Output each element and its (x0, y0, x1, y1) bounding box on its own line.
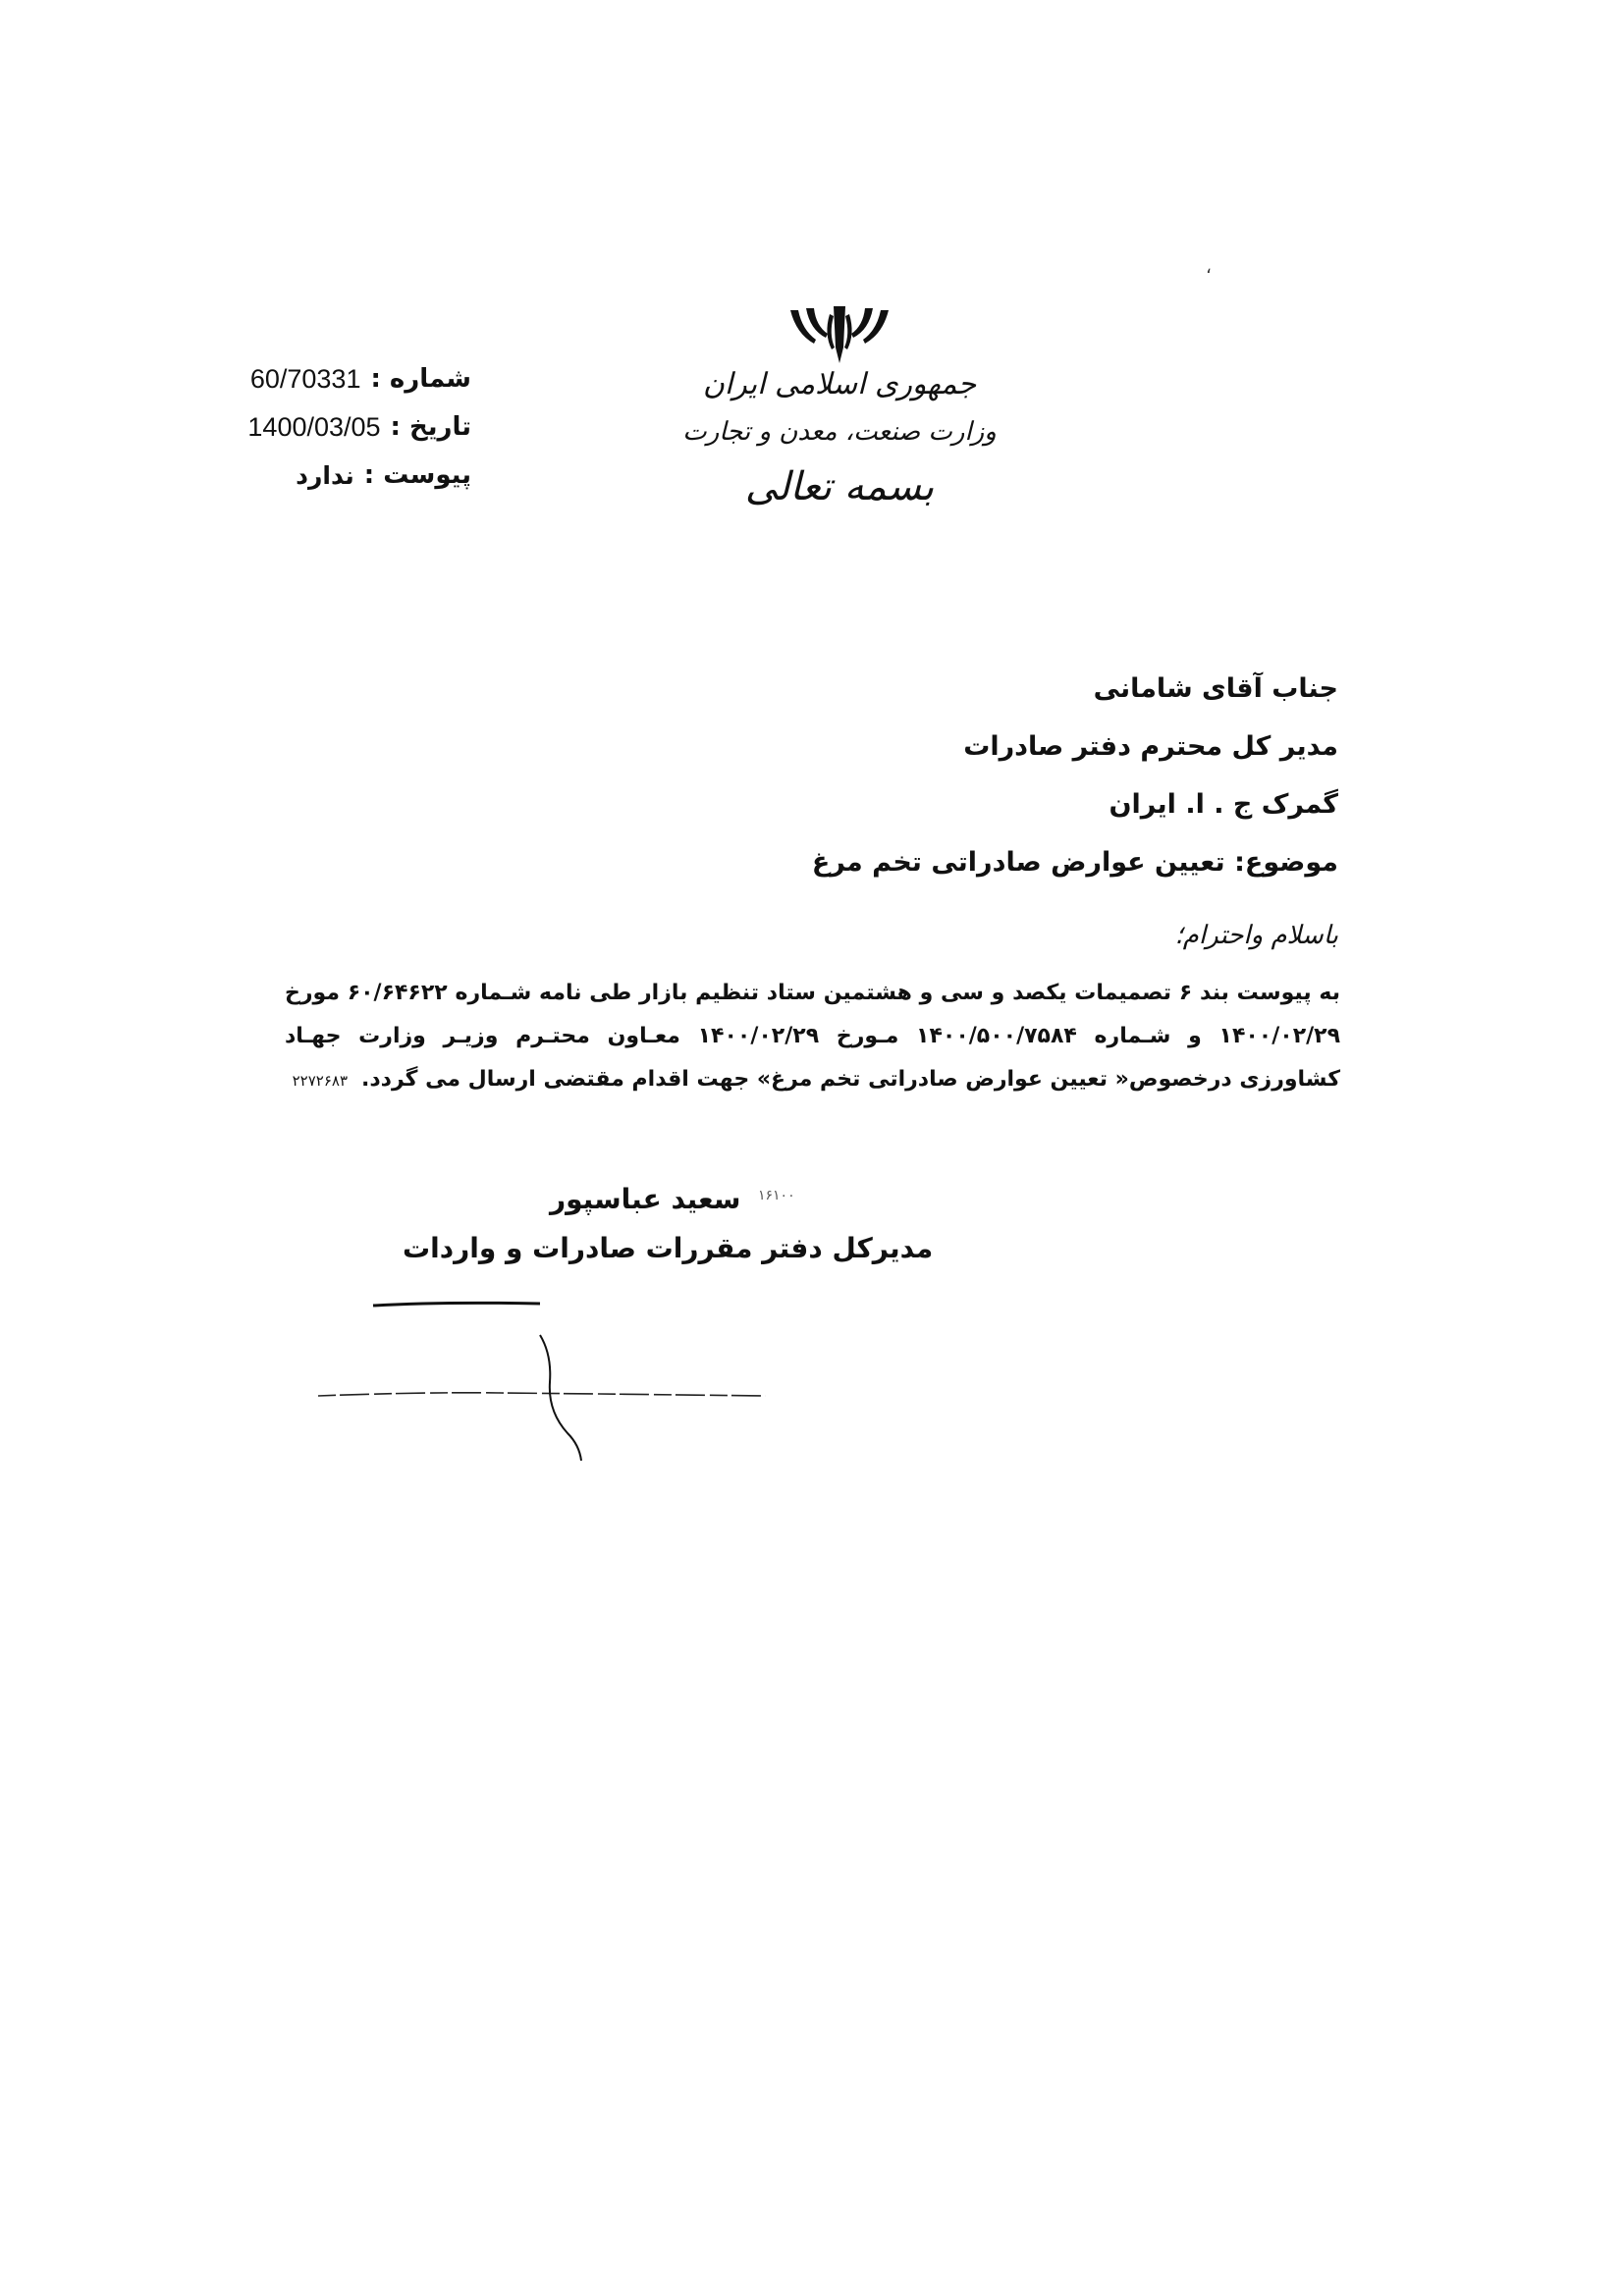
addressee-organization: گمرک ج . ا. ایران (1109, 789, 1338, 820)
addressee-title: مدیر کل محترم دفتر صادرات (963, 731, 1338, 762)
meta-number-row (206, 355, 471, 403)
invocation: بسمه تعالی (744, 464, 935, 509)
number-value: 60/70331 (249, 364, 361, 394)
signature-stamp-note: ۱۶۱۰۰ (758, 1188, 795, 1203)
stray-mark: ، (1206, 257, 1212, 278)
attachment-label: پیوست : (363, 460, 471, 490)
letterhead (677, 304, 1001, 509)
date-value: 1400/03/05 (247, 412, 381, 442)
handwritten-signature (304, 1286, 815, 1482)
ministry-name: وزارت صنعت، معدن و تجارت (682, 417, 997, 447)
number-label: شماره : (370, 364, 471, 394)
meta-attachment-row (206, 452, 471, 500)
national-emblem-icon (781, 304, 898, 365)
date-label: تاریخ : (390, 412, 471, 442)
salutation: باسلام واحترام؛ (1174, 921, 1338, 950)
body-text: به پیوست بند ۶ تصمیمات یکصد و سی و هشتمین ستاد تنظیم بازار طی نامه شـماره ۶۰/۶۴۶۲۲ مورخ ۱۴۰۰/۰۲/۲۹ و شـماره ۱۴۰۰/۵۰۰/۷۵۸۴ مـورخ ۱۴۰۰/۰۲/۲۹ معـاون محتـرم وزیـر وزارت جهـاد کشاورزی درخصوص« تعیین عوارض صادراتی تخم مرغ» جهت اقدام مقتضی ارسال می گردد. (285, 981, 1341, 1092)
republic-name: جمهوری اسلامی ایران (702, 367, 977, 401)
body-paragraph (285, 972, 1340, 1102)
letter-meta (206, 355, 471, 500)
registration-note: ۲۲۷۲۶۸۳ (292, 1072, 349, 1090)
signatory-name: سعید عباسپور (550, 1183, 741, 1215)
addressee-name: جناب آقای شامانی (1093, 673, 1338, 704)
letter-subject: موضوع: تعیین عوارض صادراتی تخم مرغ (811, 847, 1338, 878)
signatory-title: مدیرکل دفتر مقررات صادرات و واردات (403, 1232, 934, 1264)
attachment-value: ندارد (296, 461, 354, 490)
addressee-block (651, 660, 1338, 891)
meta-date-row (206, 403, 471, 452)
